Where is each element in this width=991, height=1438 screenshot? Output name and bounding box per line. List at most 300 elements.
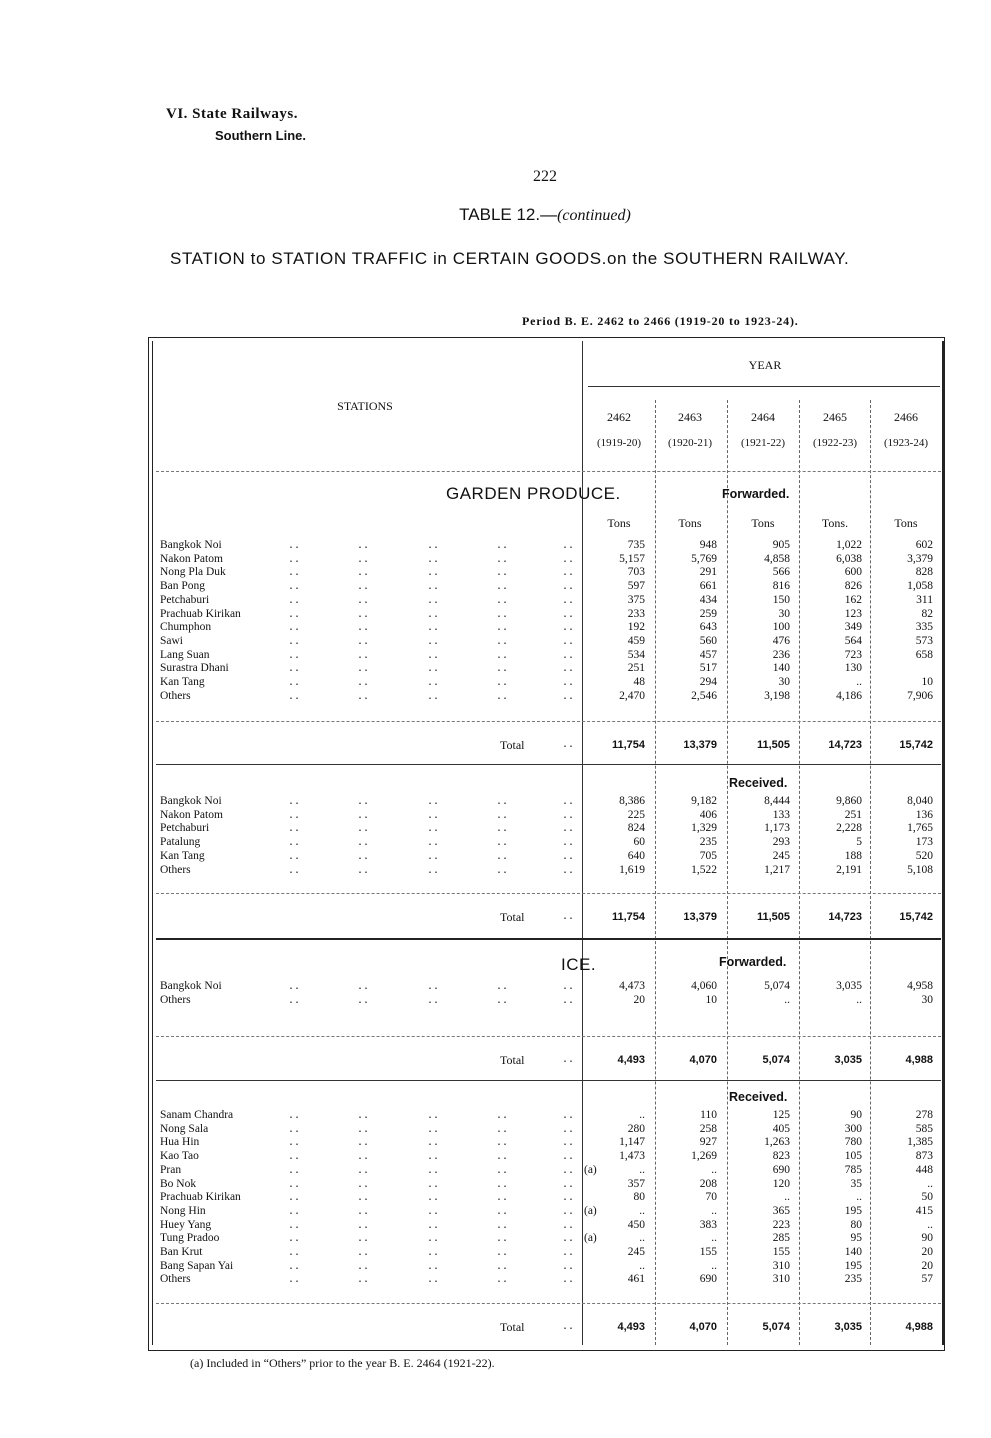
garden-received-value: 2,228 (836, 822, 862, 835)
garden-received-leader-dots: .. (288, 796, 301, 807)
garden-forwarded-leader-dots: .. (562, 594, 575, 606)
ice-received-value: .. (639, 1109, 645, 1121)
ice-received-value: 1,473 (619, 1150, 645, 1163)
ice-received-value: 208 (699, 1177, 717, 1190)
garden-received-value: 1,765 (907, 822, 933, 835)
garden-forwarded-value: 10 (921, 676, 933, 688)
garden-forwarded-leader-dots: .. (427, 690, 440, 702)
garden-received-value: 824 (627, 822, 645, 835)
ice-received-value: .. (711, 1232, 717, 1245)
garden-received-value: 136 (915, 808, 933, 821)
ice-received-note-marker: (a) (584, 1163, 597, 1176)
garden-forwarded-leader-dots: .. (357, 540, 370, 551)
garden-forwarded-leader-dots: .. (427, 540, 440, 551)
garden-forwarded-leader-dots: .. (562, 622, 575, 634)
garden-received-leader-dots: .. (427, 809, 440, 821)
garden-forwarded-value: 534 (627, 648, 645, 661)
garden-received-leader-dots: .. (357, 823, 370, 835)
garden-forwarded-leader-dots: .. (562, 581, 575, 593)
garden-received-value: 173 (915, 836, 933, 849)
ice-received-leader-dots: .. (496, 1178, 509, 1190)
section-heading: VI. State Railways. (166, 106, 298, 122)
ice-received-leader-dots: .. (288, 1247, 301, 1258)
ice-forwarded-value: 5,074 (764, 980, 790, 992)
ice-forwarded-leader-dots: .. (288, 994, 301, 1006)
ice-received-value: 1,147 (619, 1136, 645, 1149)
garden-forwarded-value: 82 (921, 607, 933, 620)
ice-received-value: 80 (633, 1191, 645, 1204)
garden-forwarded-total-label: Total (500, 738, 525, 752)
ice-received-value: 223 (772, 1218, 790, 1231)
ice-title: ICE. (561, 955, 597, 974)
ice-received-leader-dots: .. (562, 1123, 575, 1135)
ice-received-leader-dots: .. (496, 1219, 509, 1231)
garden-received-leader-dots: .. (496, 850, 509, 862)
ice-received-leader-dots: .. (427, 1274, 440, 1286)
ice-received-value: 57 (921, 1273, 933, 1286)
ice-received-value: 70 (705, 1191, 717, 1204)
garden-received-leader-dots: .. (562, 864, 575, 876)
year-ad-header: (1920-21) (668, 437, 712, 449)
garden-forwarded-value: 4,858 (764, 552, 790, 565)
garden-forwarded-leader-dots: .. (562, 663, 575, 675)
garden-forwarded-value: 48 (633, 676, 645, 688)
garden-received-leader-dots: .. (357, 864, 370, 876)
ice-received-leader-dots: .. (357, 1247, 370, 1258)
ice-received-leader-dots: .. (427, 1178, 440, 1190)
garden-received-value: 8,040 (907, 795, 933, 807)
garden-forwarded-leader-dots: .. (496, 690, 509, 702)
garden-forwarded-leader-dots: .. (496, 635, 509, 647)
ice-received-leader-dots: .. (288, 1233, 301, 1245)
garden-forwarded-total-dots: .. (562, 739, 575, 750)
garden-received-leader-dots: .. (562, 823, 575, 835)
garden-forwarded-leader-dots: .. (496, 594, 509, 606)
garden-received-value: 8,386 (619, 795, 645, 807)
garden-received-leader-dots: .. (288, 823, 301, 835)
ice-received-station-name: Bo Nok (160, 1177, 197, 1190)
ice-received-leader-dots: .. (357, 1151, 370, 1163)
ice-received-value: 365 (772, 1204, 790, 1217)
year-be-header: 2463 (678, 410, 702, 424)
garden-received-value: 1,329 (691, 822, 717, 835)
header-bottom-rule (156, 471, 941, 472)
stations-header: STATIONS (337, 399, 393, 413)
garden-received-leader-dots: .. (288, 864, 301, 876)
garden-forwarded-total-value: 11,505 (756, 739, 790, 751)
garden-received-leader-dots: .. (288, 837, 301, 849)
garden-forwarded-value: 233 (627, 607, 645, 620)
garden-forwarded-value: 643 (699, 621, 717, 634)
garden-forwarded-leader-dots: .. (427, 635, 440, 647)
ice-received-station-name: Ban Krut (160, 1246, 203, 1258)
garden-received-leader-dots: .. (496, 837, 509, 849)
garden-forwarded-leader-dots: .. (562, 540, 575, 551)
garden-received-station-name: Patalung (160, 836, 201, 849)
ice-forwarded-leader-dots: .. (357, 994, 370, 1006)
garden-forwarded-leader-dots: .. (288, 567, 301, 579)
garden-received-leader-dots: .. (357, 809, 370, 821)
garden-rec-sum-rule (156, 893, 941, 894)
ice-received-leader-dots: .. (496, 1110, 509, 1121)
garden-forwarded-value: 658 (915, 648, 933, 661)
ice-received-value: 105 (844, 1150, 862, 1163)
ice-received-value: 300 (844, 1122, 862, 1135)
ice-received-value: .. (711, 1204, 717, 1217)
ice-received-value: 927 (699, 1136, 717, 1149)
ice-received-value: 461 (627, 1273, 645, 1286)
garden-forwarded-leader-dots: .. (562, 690, 575, 702)
ice-received-value: 690 (772, 1163, 790, 1176)
ice-forwarded-leader-dots: .. (427, 981, 440, 992)
ice-received-leader-dots: .. (562, 1233, 575, 1245)
garden-forwarded-leader-dots: .. (357, 663, 370, 675)
garden-forwarded-leader-dots: .. (562, 649, 575, 661)
ice-received-value: 357 (627, 1177, 645, 1190)
footnote: (a) Included in “Others” prior to the year B. E. 2464 (1921-22). (190, 1356, 495, 1370)
year-be-header: 2462 (607, 410, 631, 424)
garden-forwarded-leader-dots: .. (496, 622, 509, 634)
garden-forwarded-value: 703 (627, 566, 645, 579)
garden-fwd-sum-rule (156, 721, 941, 722)
ice-received-leader-dots: .. (357, 1260, 370, 1272)
ice-received-leader-dots: .. (562, 1205, 575, 1217)
ice-received-value: 1,263 (764, 1136, 790, 1149)
garden-forwarded-leader-dots: .. (288, 581, 301, 593)
ice-forwarded-leader-dots: .. (427, 994, 440, 1006)
ice-received-leader-dots: .. (496, 1137, 509, 1149)
ice-received-value: 415 (915, 1204, 933, 1217)
ice-fwd-sum-rule (156, 1036, 941, 1037)
ice-received-leader-dots: .. (496, 1123, 509, 1135)
garden-forwarded-value: 517 (699, 662, 717, 675)
ice-received-note-marker: (a) (584, 1204, 597, 1217)
ice-received-station-name: Kao Tao (160, 1150, 199, 1163)
ice-received-value: 405 (772, 1122, 790, 1135)
ice-rec-sum-rule (156, 1303, 941, 1304)
garden-received-leader-dots: .. (562, 796, 575, 807)
garden-forwarded-value: 828 (915, 566, 933, 579)
year-underline (588, 386, 940, 387)
ice-received-value: 195 (844, 1204, 862, 1217)
garden-forwarded-value: 459 (627, 634, 645, 647)
garden-forwarded-leader-dots: .. (288, 553, 301, 565)
ice-received-leader-dots: .. (562, 1219, 575, 1231)
garden-forwarded-leader-dots: .. (357, 677, 370, 688)
garden-forwarded-leader-dots: .. (562, 553, 575, 565)
ice-received-leader-dots: .. (496, 1260, 509, 1272)
ice-received-leader-dots: .. (427, 1110, 440, 1121)
garden-forwarded-leader-dots: .. (357, 567, 370, 579)
ice-received-value: .. (856, 1191, 862, 1204)
garden-forwarded-leader-dots: .. (288, 677, 301, 688)
ice-received-note-marker: (a) (584, 1232, 597, 1245)
garden-received-leader-dots: .. (562, 809, 575, 821)
garden-received-total-value: 11,505 (756, 911, 790, 923)
garden-received-value: 9,182 (691, 795, 717, 807)
garden-forwarded-value: 251 (627, 662, 645, 675)
ice-received-leader-dots: .. (427, 1151, 440, 1163)
ice-received-total-dots: .. (562, 1321, 575, 1332)
ice-received-value: 258 (699, 1122, 717, 1135)
garden-received-leader-dots: .. (288, 850, 301, 862)
garden-received-value: 640 (627, 849, 645, 862)
ice-received-value: 90 (850, 1109, 862, 1121)
ice-received-station-name: Nong Sala (160, 1122, 209, 1135)
garden-received-value: 235 (699, 836, 717, 849)
ice-received-value: 285 (772, 1232, 790, 1245)
garden-forwarded-leader-dots: .. (427, 581, 440, 593)
ice-received-total-value: 5,074 (762, 1321, 790, 1333)
garden-forwarded-value: 192 (627, 621, 645, 634)
ice-received-value: 448 (915, 1163, 933, 1176)
garden-forwarded-label: Forwarded. (722, 487, 790, 501)
ice-received-leader-dots: .. (427, 1219, 440, 1231)
ice-received-value: .. (784, 1191, 790, 1204)
garden-received-station-name: Bangkok Noi (160, 795, 222, 807)
ice-received-value: 1,385 (907, 1136, 933, 1149)
garden-received-leader-dots: .. (357, 850, 370, 862)
ice-received-value: 125 (772, 1109, 790, 1121)
garden-received-leader-dots: .. (427, 796, 440, 807)
garden-forwarded-value: 123 (844, 607, 862, 620)
unit-header: Tons (678, 516, 702, 530)
garden-received-value: 2,191 (836, 863, 862, 876)
ice-forwarded-leader-dots: .. (288, 981, 301, 992)
ice-received-value: 35 (850, 1177, 862, 1190)
year-ad-header: (1922-23) (813, 437, 857, 449)
garden-forwarded-total-value: 15,742 (899, 739, 933, 751)
ice-received-value: 823 (772, 1150, 790, 1163)
garden-forwarded-station-name: Bangkok Noi (160, 539, 222, 551)
ice-received-value: 235 (844, 1273, 862, 1286)
garden-fwd-end-rule (156, 764, 941, 765)
garden-forwarded-leader-dots: .. (288, 635, 301, 647)
table-continued: (continued) (557, 207, 631, 224)
garden-forwarded-leader-dots: .. (496, 677, 509, 688)
ice-received-value: 310 (772, 1273, 790, 1286)
ice-received-value: 690 (699, 1273, 717, 1286)
table-title: STATION to STATION TRAFFIC in CERTAIN GOODS.on the SOUTHERN RAILWAY. (170, 249, 850, 268)
year-header: YEAR (748, 358, 782, 372)
ice-received-leader-dots: .. (562, 1247, 575, 1258)
ice-received-value: 310 (772, 1259, 790, 1272)
garden-received-label: Received. (729, 776, 788, 790)
garden-forwarded-leader-dots: .. (357, 581, 370, 593)
garden-forwarded-leader-dots: .. (357, 622, 370, 634)
ice-received-value: .. (639, 1259, 645, 1272)
garden-received-value: 1,522 (691, 863, 717, 876)
garden-received-value: 1,173 (764, 822, 790, 835)
unit-header: Tons (751, 516, 775, 530)
line-subheading: Southern Line. (215, 128, 306, 143)
ice-received-station-name: Hua Hin (160, 1136, 200, 1149)
ice-received-leader-dots: .. (562, 1192, 575, 1204)
ice-forwarded-value: 10 (705, 993, 717, 1006)
garden-forwarded-station-name: Nong Pla Duk (160, 566, 226, 579)
ice-forwarded-station-name: Bangkok Noi (160, 980, 222, 992)
garden-forwarded-value: 6,038 (836, 552, 862, 565)
garden-forwarded-station-name: Surastra Dhani (160, 662, 229, 675)
ice-received-leader-dots: .. (288, 1110, 301, 1121)
garden-received-leader-dots: .. (496, 809, 509, 821)
garden-forwarded-leader-dots: .. (427, 622, 440, 634)
ice-received-value: 873 (915, 1150, 933, 1163)
ice-forwarded-total-value: 4,988 (905, 1054, 933, 1066)
garden-received-value: 1,619 (619, 863, 645, 876)
ice-received-value: 245 (627, 1246, 645, 1258)
garden-received-total-value: 13,379 (683, 911, 717, 923)
ice-received-leader-dots: .. (427, 1164, 440, 1176)
garden-forwarded-leader-dots: .. (357, 635, 370, 647)
ice-received-value: 280 (627, 1122, 645, 1135)
unit-header: Tons (607, 516, 631, 530)
garden-forwarded-total-value: 14,723 (828, 739, 862, 751)
ice-received-value: .. (927, 1218, 933, 1231)
garden-forwarded-value: 3,379 (907, 552, 933, 565)
garden-forwarded-value: 816 (772, 580, 790, 593)
garden-forwarded-leader-dots: .. (496, 553, 509, 565)
ice-received-leader-dots: .. (427, 1205, 440, 1217)
garden-forwarded-value: 723 (844, 648, 862, 661)
garden-forwarded-leader-dots: .. (496, 540, 509, 551)
year-be-header: 2466 (894, 410, 918, 424)
garden-received-value: 133 (772, 808, 790, 821)
ice-received-leader-dots: .. (562, 1274, 575, 1286)
garden-forwarded-leader-dots: .. (357, 553, 370, 565)
garden-received-total-label: Total (500, 910, 525, 924)
ice-forwarded-value: 20 (633, 993, 645, 1006)
garden-received-station-name: Kan Tang (160, 849, 205, 862)
ice-received-leader-dots: .. (357, 1192, 370, 1204)
garden-forwarded-value: 735 (627, 539, 645, 551)
ice-received-value: 140 (844, 1246, 862, 1258)
garden-forwarded-value: 1,058 (907, 580, 933, 593)
garden-received-leader-dots: .. (496, 864, 509, 876)
garden-forwarded-leader-dots: .. (357, 690, 370, 702)
ice-received-leader-dots: .. (357, 1110, 370, 1121)
garden-received-value: 188 (844, 849, 862, 862)
ice-forwarded-value: .. (856, 993, 862, 1006)
garden-forwarded-leader-dots: .. (562, 635, 575, 647)
ice-forwarded-leader-dots: .. (562, 981, 575, 992)
garden-forwarded-value: 130 (844, 662, 862, 675)
garden-produce-title: GARDEN PRODUCE. (446, 484, 621, 503)
ice-received-total-value: 4,070 (689, 1321, 717, 1333)
ice-received-leader-dots: .. (288, 1137, 301, 1149)
ice-forwarded-leader-dots: .. (357, 981, 370, 992)
garden-forwarded-value: 162 (844, 593, 862, 606)
ice-received-leader-dots: .. (288, 1151, 301, 1163)
garden-received-leader-dots: .. (427, 837, 440, 849)
garden-forwarded-value: 294 (699, 676, 717, 688)
garden-forwarded-total-value: 11,754 (611, 739, 645, 751)
garden-received-value: 245 (772, 849, 790, 862)
garden-forwarded-leader-dots: .. (288, 663, 301, 675)
ice-received-leader-dots: .. (562, 1110, 575, 1121)
garden-received-leader-dots: .. (357, 796, 370, 807)
ice-received-leader-dots: .. (496, 1151, 509, 1163)
garden-forwarded-leader-dots: .. (562, 567, 575, 579)
ice-received-value: 450 (627, 1218, 645, 1231)
ice-received-leader-dots: .. (357, 1205, 370, 1217)
table-label-text: TABLE 12.— (459, 205, 558, 224)
garden-forwarded-value: 826 (844, 580, 862, 593)
garden-forwarded-value: 597 (627, 580, 645, 593)
garden-forwarded-station-name: Petchaburi (160, 593, 210, 606)
ice-forwarded-station-name: Others (160, 993, 191, 1006)
year-ad-header: (1921-22) (741, 437, 785, 449)
ice-forwarded-value: 4,060 (691, 980, 717, 992)
garden-forwarded-value: 2,470 (619, 689, 645, 702)
garden-received-leader-dots: .. (562, 837, 575, 849)
garden-forwarded-leader-dots: .. (427, 553, 440, 565)
garden-forwarded-leader-dots: .. (427, 663, 440, 675)
year-ad-header: (1919-20) (597, 437, 641, 449)
garden-forwarded-leader-dots: .. (357, 608, 370, 620)
garden-received-value: 1,217 (764, 863, 790, 876)
garden-forwarded-leader-dots: .. (562, 677, 575, 688)
garden-forwarded-leader-dots: .. (427, 594, 440, 606)
garden-forwarded-value: 3,198 (764, 689, 790, 702)
garden-received-station-name: Others (160, 863, 191, 876)
garden-received-leader-dots: .. (496, 796, 509, 807)
garden-forwarded-value: 291 (699, 566, 717, 579)
ice-received-leader-dots: .. (496, 1164, 509, 1176)
ice-forwarded-total-label: Total (500, 1053, 525, 1067)
ice-received-value: 20 (921, 1259, 933, 1272)
garden-forwarded-leader-dots: .. (288, 649, 301, 661)
garden-forwarded-value: 434 (699, 593, 717, 606)
ice-received-leader-dots: .. (562, 1151, 575, 1163)
ice-received-value: 120 (772, 1177, 790, 1190)
garden-forwarded-value: 564 (844, 634, 862, 647)
garden-received-leader-dots: .. (562, 850, 575, 862)
garden-forwarded-value: 1,022 (836, 539, 862, 551)
garden-forwarded-value: 100 (772, 621, 790, 634)
ice-received-leader-dots: .. (496, 1274, 509, 1286)
year-be-header: 2465 (823, 410, 847, 424)
garden-received-leader-dots: .. (427, 864, 440, 876)
ice-received-leader-dots: .. (288, 1219, 301, 1231)
ice-received-station-name: Others (160, 1273, 191, 1286)
garden-forwarded-value: 30 (778, 676, 790, 688)
ice-received-station-name: Nong Hin (160, 1204, 206, 1217)
ice-forwarded-value: 30 (921, 993, 933, 1006)
ice-received-leader-dots: .. (288, 1205, 301, 1217)
ice-received-station-name: Bang Sapan Yai (160, 1259, 234, 1272)
ice-received-leader-dots: .. (496, 1205, 509, 1217)
ice-forwarded-label: Forwarded. (719, 955, 787, 969)
garden-received-value: 60 (633, 836, 645, 849)
ice-received-leader-dots: .. (357, 1233, 370, 1245)
garden-forwarded-station-name: Ban Pong (160, 580, 206, 593)
garden-forwarded-value: 661 (699, 580, 717, 593)
ice-received-value: 785 (844, 1163, 862, 1176)
ice-received-leader-dots: .. (427, 1192, 440, 1204)
garden-forwarded-value: 457 (699, 648, 717, 661)
garden-forwarded-value: 7,906 (907, 689, 933, 702)
year-ad-header: (1923-24) (884, 437, 928, 449)
table-label (0, 205, 991, 225)
garden-forwarded-value: 5,769 (691, 552, 717, 565)
garden-received-station-name: Petchaburi (160, 822, 210, 835)
garden-forwarded-station-name: Lang Suan (160, 648, 210, 661)
ice-forwarded-leader-dots: .. (562, 994, 575, 1006)
unit-header: Tons. (821, 516, 849, 530)
ice-received-leader-dots: .. (496, 1233, 509, 1245)
ice-received-leader-dots: .. (357, 1123, 370, 1135)
